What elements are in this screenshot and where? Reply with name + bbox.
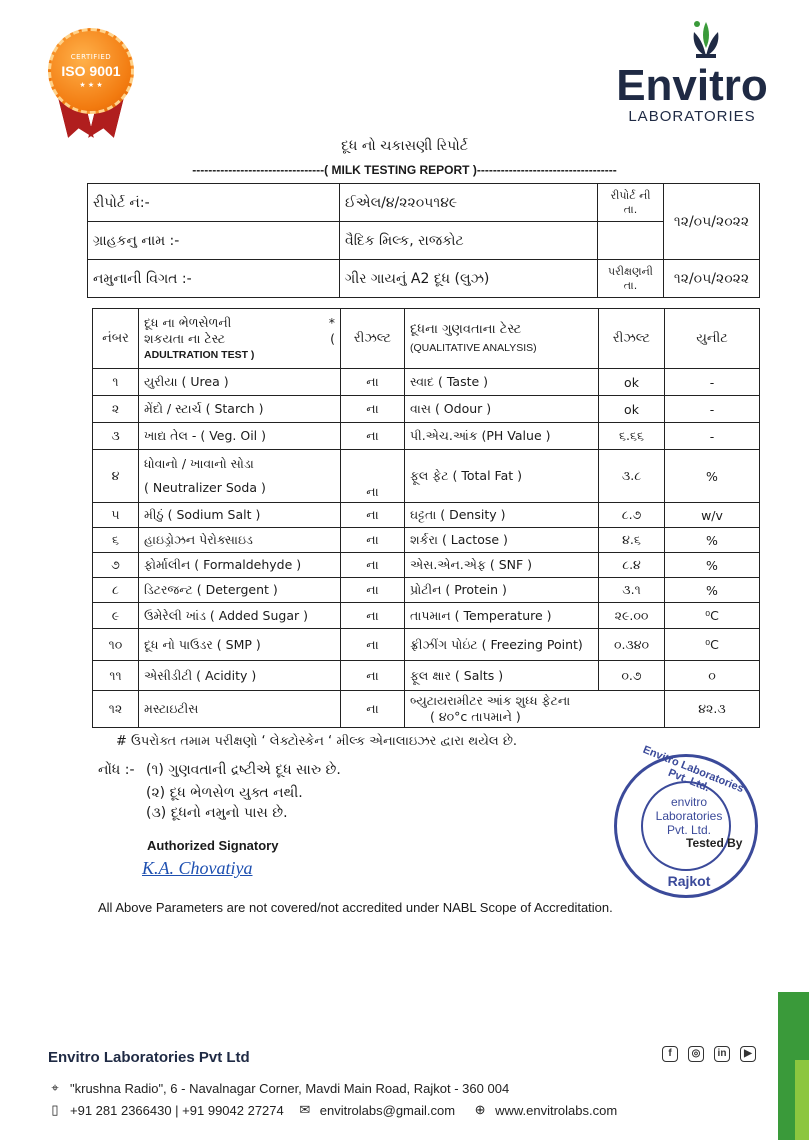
header-adult-paren: ( [330, 330, 335, 346]
header-result-2: રીઝલ્ટ [599, 309, 665, 369]
logo-brand: Envitro [616, 61, 768, 110]
header-adult-star: * [328, 314, 335, 330]
footnote: # ઉપરોક્ત તમામ પરીક્ષણો ‘ લેક્ટોસ્કેન ‘ મીલ્ક એનાલાઇઝર દ્વારા થયેલ છે. [116, 734, 518, 749]
row-number: ૪ [93, 450, 139, 503]
report-title-gujarati: દૂધ નો ચકાસણી રિપોર્ટ [341, 138, 468, 154]
header-qualitative [405, 309, 599, 369]
leaf-icon [682, 18, 730, 66]
row-value: ૩.૮ [599, 450, 665, 503]
test-date: ૧૨/૦૫/૨૦૨૨ [664, 260, 760, 298]
iso-certified-text: CERTIFIED [70, 53, 112, 61]
company-stamp [614, 743, 758, 898]
email-icon: ✉ [299, 1102, 311, 1117]
table-row [93, 629, 760, 661]
results-table [92, 308, 760, 728]
row-unit: ⁰C [665, 603, 760, 629]
logo-subtitle: LABORATORIES [628, 108, 756, 125]
row-number: ૮ [93, 578, 139, 603]
row-number: ૧૧ [93, 661, 139, 691]
report-no: ઈએલ/૪/૨૨૦૫૧૪૯ [340, 184, 598, 222]
row-qualitative: વાસ ( Odour ) [405, 396, 599, 423]
row-result: ના [341, 578, 405, 603]
envitro-logo [612, 18, 772, 125]
row-number: ૧૨ [93, 691, 139, 728]
row-unit: - [665, 369, 760, 396]
iso-label: ISO 9001 [61, 63, 121, 79]
row-qualitative: ફૂલ ફેટ ( Total Fat ) [405, 450, 599, 503]
location-pin-icon: ⌖ [51, 1080, 59, 1095]
row-value: ok [599, 396, 665, 423]
test-date-label-2: તા. [623, 278, 638, 292]
header-qual-en: (QUALITATIVE ANALYSIS) [410, 341, 537, 354]
sample-label: નમુનાની વિગત :- [88, 260, 340, 298]
table-row [93, 691, 760, 728]
row-number: ૨ [93, 396, 139, 423]
row-result: ના [341, 691, 405, 728]
test-date-label-1: પરીક્ષણની [608, 264, 653, 278]
row-qualitative: શર્કરા ( Lactose ) [405, 528, 599, 553]
row-unit: ⁰C [665, 629, 760, 661]
footer-website[interactable]: www.envitrolabs.com [495, 1102, 618, 1118]
row-value: ૬.૬૬ [599, 423, 665, 450]
row-adulteration: ડિટરજન્ટ ( Detergent ) [139, 578, 341, 603]
footer-email[interactable]: envitrolabs@gmail.com [319, 1102, 456, 1118]
row-number: ૬ [93, 528, 139, 553]
row-adulteration: યુરીયા ( Urea ) [139, 369, 341, 396]
header-adult-gu-2: શકયતા ના ટેસ્ટ [144, 330, 226, 346]
row-qualitative: પી.એચ.આંક (PH Value ) [405, 423, 599, 450]
row-qualitative-line-2: ( ૪૦°c તાપમાને ) [430, 709, 521, 724]
footer-company-name: Envitro Laboratories Pvt Ltd [48, 1049, 250, 1066]
iso-9001-badge [48, 28, 134, 140]
row-value: ૮.૪ [599, 553, 665, 578]
row-number: ૭ [93, 553, 139, 578]
stamp-mid-3: Pvt. Ltd. [666, 823, 712, 837]
row-adulteration: મેંદો / સ્ટાર્ચ ( Starch ) [139, 396, 341, 423]
row-qualitative-line-1: બ્યુટાયરામીટર આંક શુધ્ધ ફેટના [410, 693, 571, 708]
row-result: ના [341, 450, 405, 503]
row-result: ના [341, 603, 405, 629]
row-adulteration [139, 450, 341, 503]
globe-icon: ⊕ [474, 1102, 486, 1117]
row-adulteration: ઉમેરેલી ખાંડ ( Added Sugar ) [139, 603, 341, 629]
row-qualitative: પ્રોટીન ( Protein ) [405, 578, 599, 603]
row-unit: ૪૨.૩ [665, 691, 760, 728]
row-result: ના [341, 503, 405, 528]
tested-by: Tested By [686, 836, 743, 850]
row-value: ૪.૬ [599, 528, 665, 553]
header-number: નંબર [93, 309, 139, 369]
youtube-icon[interactable]: ▶ [740, 1046, 756, 1062]
row-value: ૦.૩૪૦ [599, 629, 665, 661]
header-adult-gu-1: દૂધ ના ભેળસેળની [144, 314, 232, 330]
report-title-english: ---------------------------------( MILK TESTING REPORT )----------------------------------- [192, 163, 617, 177]
row-result: ના [341, 528, 405, 553]
row-unit: - [665, 423, 760, 450]
footer-phone: +91 281 2366430 | +91 99042 27274 [70, 1102, 284, 1118]
note-3: (૩) દૂધનો નમુનો પાસ છે. [146, 805, 288, 821]
row-unit: - [665, 396, 760, 423]
row-unit: % [665, 553, 760, 578]
blank-cell [598, 222, 664, 260]
row-adulteration-line-1: ધોવાનો / ખાવાનો સોડા [144, 456, 254, 471]
table-row [93, 450, 760, 503]
light-green-accent-bar [795, 1060, 809, 1140]
table-row [93, 396, 760, 423]
social-links [662, 1046, 756, 1062]
row-value: ૩.૧ [599, 578, 665, 603]
results-header-row [93, 309, 760, 369]
stamp-mid-1: envitro [670, 795, 708, 809]
table-row [93, 528, 760, 553]
test-date-label [598, 260, 664, 298]
row-adulteration: દૂધ નો પાઉડર ( SMP ) [139, 629, 341, 661]
table-row [93, 423, 760, 450]
row-value: ૦.૭ [599, 661, 665, 691]
row-qualitative: તાપમાન ( Temperature ) [405, 603, 599, 629]
row-result: ના [341, 369, 405, 396]
header-result: રીઝલ્ટ [341, 309, 405, 369]
row-unit: % [665, 578, 760, 603]
row-unit: % [665, 450, 760, 503]
row-adulteration: મીઠું ( Sodium Salt ) [139, 503, 341, 528]
row-value: ok [599, 369, 665, 396]
row-adulteration: ખાદ્ય તેલ - ( Veg. Oil ) [139, 423, 341, 450]
iso-seal [48, 28, 134, 114]
row-adulteration: ફોર્માલીન ( Formaldehyde ) [139, 553, 341, 578]
table-row [93, 603, 760, 629]
row-adulteration-line-2: ( Neutralizer Soda ) [144, 480, 266, 495]
iso-stars: ★ ★ ★ [79, 81, 103, 89]
row-result: ના [341, 396, 405, 423]
row-value: ૨૯.૦૦ [599, 603, 665, 629]
customer-label: ગ્રાહકનુ નામ :- [88, 222, 340, 260]
row-number: ૧૦ [93, 629, 139, 661]
note-2: (૨) દૂધ ભેળસેળ યુક્ત નથી. [146, 785, 303, 801]
authorized-signatory-label: Authorized Signatory [147, 838, 279, 853]
row-unit: % [665, 528, 760, 553]
row-qualitative [405, 691, 665, 728]
instagram-icon[interactable]: ◎ [688, 1046, 704, 1062]
row-qualitative: ફ્રીઝીંગ પોઇંટ ( Freezing Point) [405, 629, 599, 661]
header-unit: યુનીટ [665, 309, 760, 369]
row-number: ૫ [93, 503, 139, 528]
table-row [93, 369, 760, 396]
row-qualitative: એસ.એન.એફ ( SNF ) [405, 553, 599, 578]
row-number: ૩ [93, 423, 139, 450]
accreditation-note: All Above Parameters are not covered/not accredited under NABL Scope of Accreditation. [98, 900, 613, 915]
row-value: ૮.૭ [599, 503, 665, 528]
notes-label: નોંધ :- [98, 762, 135, 778]
row-qualitative: સ્વાદ ( Taste ) [405, 369, 599, 396]
header-adult-en: ADULTRATION TEST ) [144, 348, 255, 361]
row-qualitative: ફૂલ ક્ષાર ( Salts ) [405, 661, 599, 691]
header-adulteration [139, 309, 341, 369]
signature: K.A. Chovatiya [142, 858, 253, 878]
table-row [93, 661, 760, 691]
report-date-label-2: તા. [623, 202, 638, 216]
row-result: ના [341, 629, 405, 661]
report-no-label: રીપોર્ટ નં:- [88, 184, 340, 222]
header-qual-gu: દૂધના ગુણવતાના ટેસ્ટ [410, 321, 522, 337]
footer-contact-line [48, 1102, 617, 1118]
row-result: ના [341, 423, 405, 450]
table-row [93, 578, 760, 603]
row-number: ૯ [93, 603, 139, 629]
stamp-center [647, 795, 731, 837]
report-info-table [87, 183, 760, 298]
note-1: (૧) ગુણવતાની દ્રષ્ટીએ દૂધ સારુ છે. [146, 762, 341, 778]
row-unit: w/v [665, 503, 760, 528]
stamp-top-text: Envitro Laboratories Pvt. Ltd. [641, 743, 746, 796]
stamp-bottom-text: Rajkot [667, 873, 711, 889]
table-row [93, 503, 760, 528]
footer-address-line [48, 1080, 509, 1096]
row-adulteration: હાઇડ્રોઝન પેરોક્સાઇડ [139, 528, 341, 553]
row-adulteration: એસીડીટી ( Acidity ) [139, 661, 341, 691]
facebook-icon[interactable]: f [662, 1046, 678, 1062]
linkedin-icon[interactable]: in [714, 1046, 730, 1062]
row-result: ના [341, 553, 405, 578]
report-date: ૧૨/૦૫/૨૦૨૨ [664, 184, 760, 260]
sample-description: ગીર ગાયનું A2 દૂધ (લુઝ) [340, 260, 598, 298]
phone-icon: ▯ [51, 1102, 59, 1117]
table-row [93, 553, 760, 578]
report-date-label [598, 184, 664, 222]
row-qualitative: ઘટ્ટતા ( Density ) [405, 503, 599, 528]
report-date-label-1: રીપોર્ટ ની [610, 188, 651, 202]
row-unit: ૦ [665, 661, 760, 691]
footer-address: "krushna Radio", 6 - Navalnagar Corner, Mavdi Main Road, Rajkot - 360 004 [70, 1080, 510, 1096]
row-result: ના [341, 661, 405, 691]
row-adulteration: મસ્ટાઇટીસ [139, 691, 341, 728]
stamp-mid-2: Laboratories [655, 809, 723, 823]
customer-name: વૈદિક મિલ્ક, રાજકોટ [340, 222, 598, 260]
row-number: ૧ [93, 369, 139, 396]
